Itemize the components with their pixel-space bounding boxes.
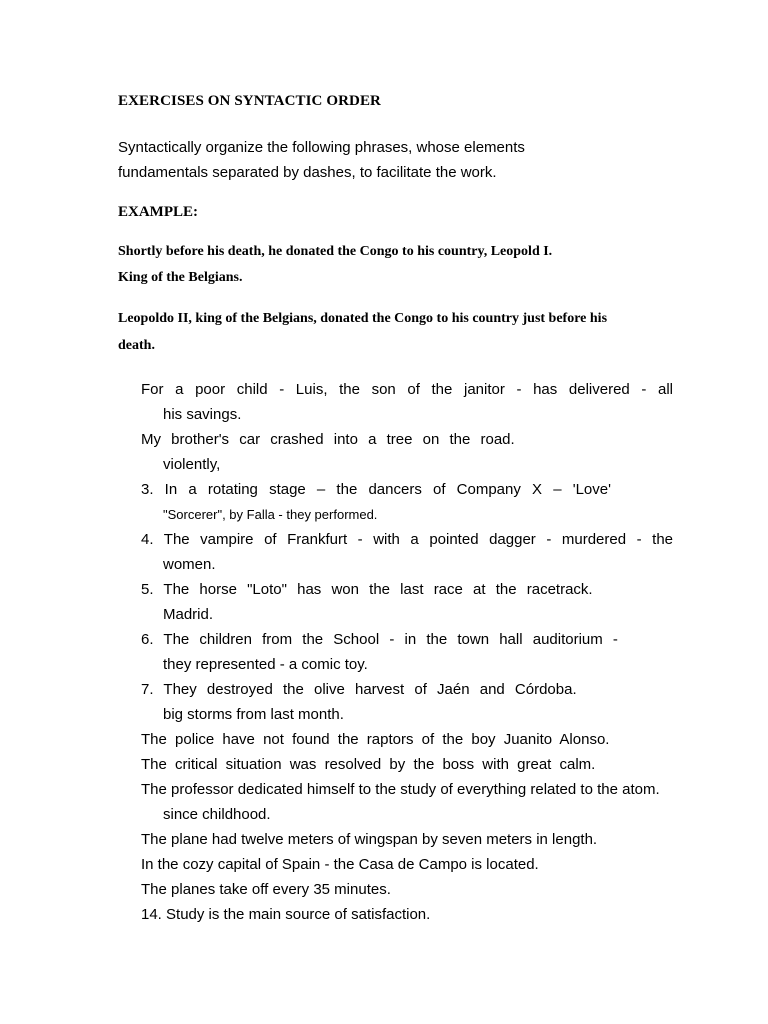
exercise-text: 3. In a rotating stage – the dancers of Company X – 'Love'	[141, 481, 611, 498]
exercise-item	[141, 877, 673, 902]
exercise-continuation: women.	[163, 556, 216, 573]
exercise-item	[141, 752, 673, 777]
page-title: EXERCISES ON SYNTACTIC ORDER	[118, 93, 381, 109]
exercise-text: The critical situation was resolved by the boss with great calm.	[141, 756, 596, 773]
exercise-item	[141, 627, 673, 677]
exercise-text: The police have not found the raptors of the boy Juanito Alonso.	[141, 731, 610, 748]
exercise-item	[141, 727, 673, 752]
exercise-text: For a poor child - Luis, the son of the janitor - has delivered - all	[141, 381, 673, 398]
exercise-continuation: his savings.	[163, 406, 242, 423]
exercise-text: In the cozy capital of Spain - the Casa de Campo is located.	[141, 856, 539, 873]
exercise-text: 6. The children from the School - in the town hall auditorium -	[141, 631, 618, 648]
exercise-text: The planes take off every 35 minutes.	[141, 881, 391, 898]
exercise-item	[141, 377, 673, 427]
intro-paragraph	[118, 135, 678, 185]
exercise-item	[141, 577, 673, 627]
exercise-continuation: they represented - a comic toy.	[163, 656, 368, 673]
exercise-item	[141, 527, 673, 577]
exercise-text: 4. The vampire of Frankfurt - with a pointed dagger - murdered - the	[141, 531, 673, 548]
exercise-continuation: since childhood.	[163, 806, 271, 823]
exercise-list	[141, 377, 673, 927]
exercise-item	[141, 852, 673, 877]
exercise-item	[141, 777, 673, 827]
exercise-text: 5. The horse "Loto" has won the last race at the racetrack.	[141, 581, 593, 598]
exercise-item	[141, 677, 673, 727]
example-question-line-1: Shortly before his death, he donated the Congo to his country, Leopold I.	[118, 244, 553, 259]
exercise-item	[141, 902, 673, 927]
exercise-item	[141, 477, 673, 527]
intro-line-1: Syntactically organize the following phrases, whose elements	[118, 139, 525, 156]
example-answer-line-1: Leopoldo II, king of the Belgians, donated the Congo to his country just before his	[118, 311, 608, 326]
exercise-item	[141, 827, 673, 852]
exercise-continuation: big storms from last month.	[163, 706, 344, 723]
exercise-text: The plane had twelve meters of wingspan by seven meters in length.	[141, 831, 598, 848]
example-question-line-2: King of the Belgians.	[118, 270, 243, 285]
intro-line-2: fundamentals separated by dashes, to facilitate the work.	[118, 164, 497, 181]
exercise-text: 14. Study is the main source of satisfaction.	[141, 906, 431, 923]
exercise-text: The professor dedicated himself to the study of everything related to the atom.	[141, 781, 660, 798]
exercise-text: 7. They destroyed the olive harvest of Jaén and Córdoba.	[141, 681, 577, 698]
exercise-item	[141, 427, 673, 477]
exercise-text: My brother's car crashed into a tree on the road.	[141, 431, 515, 448]
example-answer-line-2: death.	[118, 338, 155, 353]
exercise-continuation: violently,	[163, 456, 221, 473]
exercise-continuation: "Sorcerer", by Falla - they performed.	[163, 507, 378, 522]
exercise-continuation: Madrid.	[163, 606, 214, 623]
example-label: EXAMPLE:	[118, 204, 198, 220]
